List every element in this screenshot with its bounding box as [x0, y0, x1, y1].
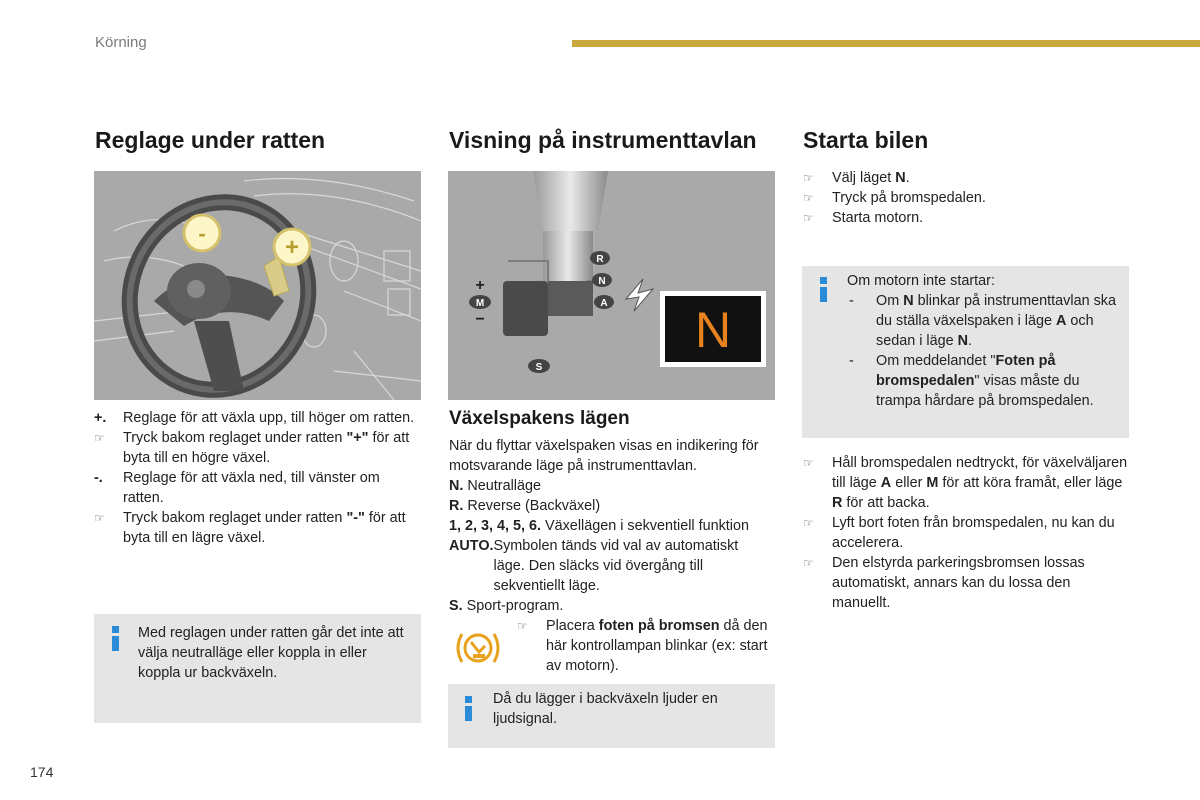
minus-paddle-badge: [184, 215, 220, 251]
minus-label: −: [475, 311, 485, 328]
svg-text:-: -: [198, 221, 206, 246]
def-text: Sport-program.: [462, 598, 564, 614]
def-term: AUTO.: [449, 538, 494, 554]
col2-body: [449, 436, 774, 616]
list-item: [803, 513, 1128, 553]
col1-info-box: [94, 614, 421, 723]
list-text: Placera: [546, 618, 599, 634]
list-text-strong: foten på bromsen: [598, 618, 720, 634]
list-text: Den elstyrda parkeringsbromsen lossas automatiskt, annars kan du lossa den manuellt.: [832, 555, 1085, 611]
col1-title: Reglage under ratten: [95, 127, 326, 153]
col1-item-list: [94, 408, 416, 548]
intro-text: När du flyttar växelspaken visas en indikering för motsvarande läge på instrumenttavlan.: [449, 438, 759, 474]
list-text: Tryck bakom reglaget under ratten: [123, 430, 347, 446]
list-item: [803, 168, 1128, 188]
svg-text:+: +: [284, 234, 300, 261]
list-text: för att köra framåt, eller läge: [938, 475, 1123, 491]
header-accent-bar: [572, 40, 1200, 47]
list-text-strong: M: [926, 475, 939, 491]
page-number: 174: [30, 764, 54, 780]
gear-lever-illustration: [448, 171, 775, 400]
def-term: 1, 2, 3, 4, 5, 6.: [449, 518, 542, 534]
list-marker: -.: [94, 470, 103, 486]
def-item: [449, 496, 774, 516]
list-text: för att backa.: [842, 495, 930, 511]
dash-marker: -: [849, 293, 854, 309]
list-text: blinkar på instrumenttavlan ska du ställa växelspaken i läge: [876, 293, 1116, 329]
def-text: Symbolen tänds vid val av automatiskt läge. Den släcks vid övergång till sekventiellt läge.: [493, 538, 739, 594]
col3-steps: [803, 168, 1128, 228]
list-text-strong: A: [1056, 313, 1067, 329]
gear-n-label: N: [598, 276, 606, 287]
list-text: Tryck bakom reglaget under ratten: [123, 510, 347, 526]
plus-label: +: [475, 277, 485, 294]
list-item: [803, 188, 1128, 208]
finger-icon: ☞: [94, 431, 105, 445]
list-text: .: [968, 333, 973, 349]
list-text: Om meddelandet ": [876, 353, 996, 369]
info-text: Med reglagen under ratten går det inte att välja neutralläge eller koppla in eller koppla ur backväxeln.: [138, 625, 404, 681]
list-text: Reglage för att växla upp, till höger om ratten.: [123, 410, 415, 426]
list-text: Om: [876, 293, 904, 309]
def-term: N.: [449, 478, 464, 494]
list-item: [803, 553, 1128, 613]
info-dash-item: [847, 351, 1117, 411]
info-text: Då du lägger i backväxeln ljuder en ljudsignal.: [493, 691, 718, 727]
col3-more-steps: [803, 453, 1128, 613]
manual-m-label: M: [475, 298, 485, 309]
list-text: Lyft bort foten från bromspedalen, nu kan du accelerera.: [832, 515, 1115, 551]
list-text-strong: A: [880, 475, 892, 491]
def-text: Neutralläge: [463, 478, 542, 494]
list-marker: +.: [94, 410, 107, 426]
col2-title: Visning på instrumenttavlan: [449, 127, 757, 153]
section-label: Körning: [95, 34, 147, 51]
list-text: " visas måste du trampa hårdare på bromspedalen.: [876, 373, 1094, 409]
list-item: [94, 468, 416, 508]
display-gear-letter: N: [694, 302, 732, 358]
list-text-strong: "-": [346, 510, 365, 526]
list-item: [803, 453, 1128, 513]
col2-subtitle: Växelspakens lägen: [449, 408, 630, 429]
def-item: [449, 536, 774, 596]
list-text: Välj läget: [832, 170, 896, 186]
def-item: [449, 596, 774, 616]
gear-s-label: S: [535, 362, 543, 373]
finger-icon: ☞: [803, 556, 814, 570]
list-item: [94, 508, 416, 548]
list-text: och sedan i läge: [876, 313, 1094, 349]
def-item: [449, 476, 774, 496]
finger-icon: ☞: [803, 211, 814, 225]
list-text-strong: R: [832, 495, 843, 511]
list-text: eller: [891, 475, 927, 491]
plus-paddle-badge: [274, 229, 310, 265]
gear-r-label: R: [596, 254, 604, 265]
list-text: Tryck på bromspedalen.: [832, 190, 986, 206]
list-text: då den här kontrollampan blinkar (ex: start av motorn).: [546, 618, 768, 674]
list-text-strong: N: [903, 293, 914, 309]
list-text: Reglage för att växla ned, till vänster om ratten.: [123, 470, 380, 506]
col2-info-box: [448, 684, 775, 748]
dash-marker: -: [849, 353, 854, 369]
list-text: för att byta till en högre växel.: [123, 430, 410, 466]
def-term: R.: [449, 498, 464, 514]
list-item: [94, 408, 416, 428]
finger-icon: ☞: [517, 619, 528, 633]
finger-icon: ☞: [94, 511, 105, 525]
finger-icon: ☞: [803, 516, 814, 530]
list-text: Starta motorn.: [832, 210, 924, 226]
list-text-strong: Foten på bromspedalen: [876, 353, 1056, 389]
list-text: för att byta till en lägre växel.: [123, 510, 406, 546]
finger-icon: ☞: [803, 191, 814, 205]
info-dash-item: [847, 291, 1117, 351]
list-text-strong: N: [895, 170, 906, 186]
list-text-strong: "+": [346, 430, 369, 446]
col3-title: Starta bilen: [803, 127, 929, 153]
col3-info-box: [802, 266, 1129, 438]
brake-warning-icon: [452, 628, 504, 668]
finger-icon: ☞: [803, 171, 814, 185]
gear-a-label: A: [600, 298, 608, 309]
def-item: [449, 516, 774, 536]
def-text: Reverse (Backväxel): [463, 498, 601, 514]
info-lead: Om motorn inte startar:: [847, 273, 995, 289]
def-term: S.: [449, 598, 463, 614]
list-item: [803, 208, 1128, 228]
list-text: Håll bromspedalen nedtryckt, för växelväljaren till läge: [832, 455, 1128, 491]
list-item: [94, 428, 416, 468]
steering-wheel-illustration: [94, 171, 421, 400]
brake-item: [517, 616, 774, 676]
finger-icon: ☞: [803, 456, 814, 470]
def-text: Växellägen i sekventiell funktion: [541, 518, 750, 534]
list-text: .: [905, 170, 910, 186]
list-text-strong: N: [957, 333, 969, 349]
